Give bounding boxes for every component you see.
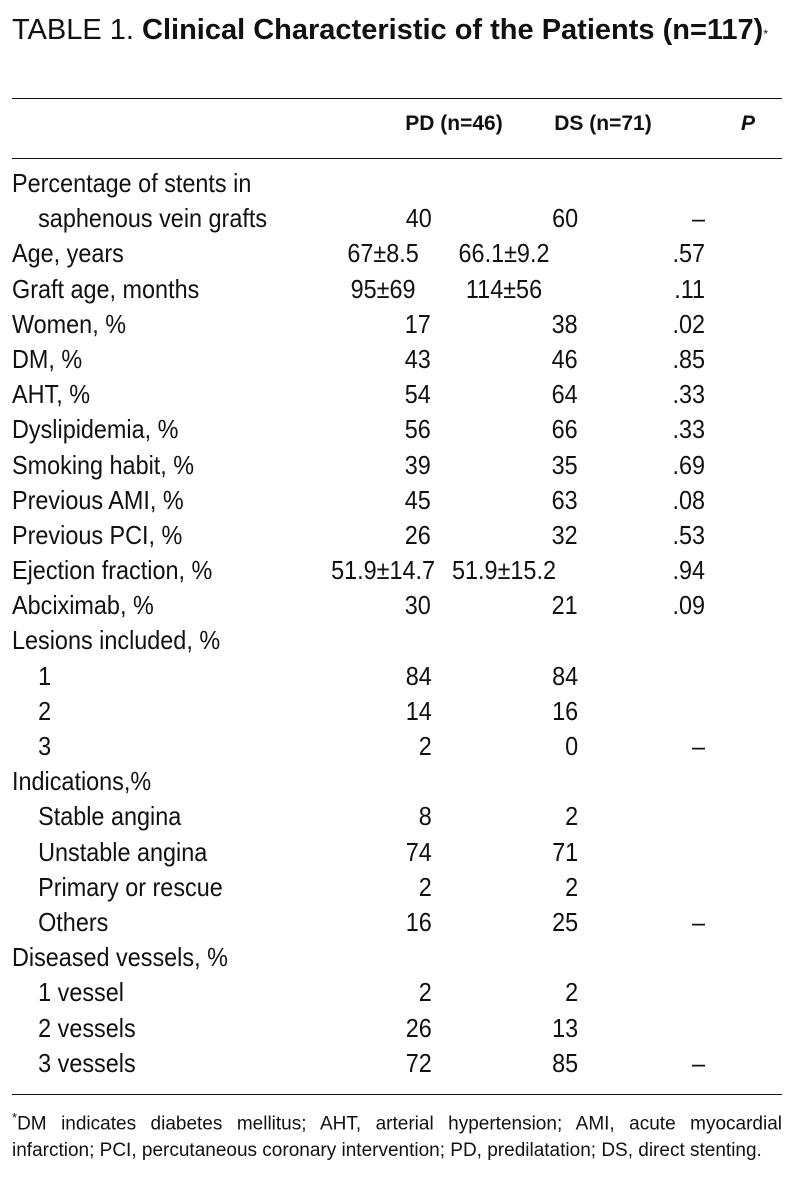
cell-p: – — [691, 731, 705, 761]
cell-ds: 63 — [551, 484, 578, 515]
cell-pd — [330, 166, 430, 201]
cell-p — [578, 835, 705, 870]
cell-p: .09 — [672, 590, 705, 621]
cell-p: .08 — [672, 484, 705, 515]
row-label: Dyslipidemia, % — [12, 414, 179, 445]
cell-p — [578, 166, 705, 201]
cell-pd: 17 — [404, 308, 431, 339]
row-label: Others — [38, 906, 109, 937]
cell-p: .94 — [672, 555, 705, 586]
cell-pd: 39 — [404, 449, 431, 480]
row-label: Previous AMI, % — [12, 484, 184, 515]
cell-p — [578, 1011, 705, 1046]
table-row — [12, 799, 705, 834]
cell-ds: 32 — [551, 519, 578, 550]
cell-ds: 25 — [552, 906, 579, 937]
cell-p — [578, 764, 705, 799]
cell-pd: 72 — [405, 1047, 432, 1078]
cell-ds: 38 — [551, 308, 578, 339]
table-row — [12, 307, 705, 342]
footnote-text: DM indicates diabetes mellitus; AHT, arterial hypertension; AMI, acute myocardial infarction; PCI, percutaneous coronary intervention; PD, predilatation; DS, direct stenting. — [12, 1113, 782, 1162]
table-row — [12, 940, 705, 975]
table-row — [12, 553, 705, 588]
cell-pd: 30 — [404, 590, 431, 621]
cell-pd: 84 — [405, 660, 432, 691]
footnote-marker: * — [763, 27, 768, 41]
cell-ds — [431, 166, 578, 201]
cell-p — [578, 623, 705, 658]
cell-p — [578, 975, 705, 1010]
cell-pd: 8 — [418, 801, 432, 832]
row-label: saphenous vein grafts — [38, 203, 268, 234]
cell-pd: 45 — [404, 484, 431, 515]
cell-p: .69 — [672, 449, 705, 480]
cell-p — [578, 870, 705, 905]
table-row — [12, 835, 705, 870]
cell-p: .85 — [672, 343, 705, 374]
cell-p: .53 — [672, 519, 705, 550]
cell-pd — [330, 764, 430, 799]
cell-ds: 21 — [551, 590, 578, 621]
table-row — [12, 518, 705, 553]
table-row — [12, 483, 705, 518]
cell-pd: 43 — [404, 343, 431, 374]
table-row — [12, 588, 705, 623]
cell-pd: 14 — [405, 695, 432, 726]
cell-ds: 114±56 — [465, 273, 543, 304]
cell-pd: 26 — [405, 1012, 432, 1043]
table-row — [12, 694, 705, 729]
row-label: Ejection fraction, % — [12, 555, 213, 586]
cell-p: .33 — [672, 379, 705, 410]
row-label: Graft age, months — [12, 273, 200, 304]
table-title: Clinical Characteristic of the Patients (n=117) — [142, 14, 764, 46]
row-label: 3 vessels — [38, 1047, 136, 1078]
table-row — [12, 905, 705, 940]
cell-pd: 40 — [405, 203, 432, 234]
table-row — [12, 764, 705, 799]
cell-ds: 35 — [551, 449, 578, 480]
row-label: DM, % — [12, 343, 83, 374]
cell-ds: 16 — [552, 695, 579, 726]
cell-ds: 71 — [552, 836, 579, 867]
cell-ds: 2 — [565, 801, 579, 832]
cell-p — [578, 940, 705, 975]
cell-ds: 0 — [565, 731, 579, 761]
table-row — [12, 975, 705, 1010]
row-label: Lesions included, % — [12, 625, 221, 656]
cell-pd: 2 — [418, 731, 432, 761]
table-footnote — [12, 1104, 782, 1164]
row-label: Previous PCI, % — [12, 519, 183, 550]
table-row — [12, 166, 705, 201]
row-label: 1 — [38, 660, 52, 691]
cell-ds: 66 — [551, 414, 578, 445]
cell-ds: 51.9±15.2 — [452, 555, 556, 586]
cell-pd: 95±69 — [350, 273, 416, 304]
column-header-p: P — [740, 112, 755, 135]
cell-p: – — [691, 1047, 705, 1078]
cell-ds: 2 — [565, 871, 579, 902]
cell-pd — [330, 940, 430, 975]
cell-p: .57 — [672, 238, 705, 269]
table-body — [12, 166, 705, 1081]
cell-ds: 60 — [552, 203, 579, 234]
row-label: 3 — [38, 731, 52, 761]
bottom-rule — [12, 1094, 782, 1095]
row-label: Diseased vessels, % — [12, 942, 228, 973]
cell-pd: 51.9±14.7 — [331, 555, 436, 586]
cell-p: – — [691, 203, 705, 234]
footnote-marker: * — [12, 1110, 18, 1125]
cell-p: .02 — [672, 308, 705, 339]
row-label: 2 vessels — [38, 1012, 136, 1043]
table-number: TABLE 1. — [12, 14, 143, 46]
table-row — [12, 236, 705, 271]
row-label: AHT, % — [12, 379, 91, 410]
cell-pd: 16 — [405, 906, 432, 937]
table-row — [12, 1011, 705, 1046]
cell-pd: 67±8.5 — [347, 238, 419, 269]
cell-p: .11 — [674, 273, 705, 304]
cell-ds: 2 — [565, 977, 579, 1008]
cell-ds: 64 — [551, 379, 578, 410]
row-label: Women, % — [12, 308, 127, 339]
cell-p — [578, 694, 705, 729]
cell-ds: 66.1±9.2 — [458, 238, 550, 269]
row-label: Smoking habit, % — [12, 449, 195, 480]
cell-p: .33 — [672, 414, 705, 445]
cell-pd: 2 — [418, 871, 432, 902]
table-row — [12, 377, 705, 412]
table-row — [12, 272, 705, 307]
cell-ds — [431, 940, 578, 975]
table-row — [12, 412, 705, 447]
cell-ds: 84 — [552, 660, 579, 691]
cell-ds: 46 — [551, 343, 578, 374]
cell-p — [578, 799, 705, 834]
row-label: 1 vessel — [38, 977, 124, 1008]
top-rule — [12, 98, 782, 99]
cell-pd — [330, 623, 430, 658]
row-label: Age, years — [12, 238, 124, 269]
row-label: Percentage of stents in — [12, 168, 252, 198]
row-label: Abciximab, % — [12, 590, 154, 621]
row-label: Unstable angina — [38, 836, 208, 867]
column-header-ds: DS (n=71) — [554, 112, 652, 135]
cell-ds — [431, 623, 578, 658]
row-label: 2 — [38, 695, 52, 726]
row-label: Stable angina — [38, 801, 182, 832]
cell-p — [578, 659, 705, 694]
cell-pd: 74 — [405, 836, 432, 867]
table-row — [12, 1046, 705, 1081]
row-label: Indications,% — [12, 766, 152, 797]
table-row — [12, 201, 705, 236]
table-row — [12, 729, 705, 764]
table-row — [12, 448, 705, 483]
header-rule — [12, 158, 782, 159]
column-header-pd: PD (n=46) — [405, 112, 503, 135]
table-row — [12, 623, 705, 658]
cell-pd: 2 — [418, 977, 432, 1008]
table-row — [12, 870, 705, 905]
cell-pd: 56 — [404, 414, 431, 445]
table-row — [12, 342, 705, 377]
cell-p: – — [691, 906, 705, 937]
cell-ds: 13 — [552, 1012, 579, 1043]
table-row — [12, 659, 705, 694]
cell-pd: 26 — [404, 519, 431, 550]
cell-pd: 54 — [404, 379, 431, 410]
table-caption — [12, 10, 782, 50]
row-label: Primary or rescue — [38, 871, 223, 902]
cell-ds — [431, 764, 578, 799]
cell-ds: 85 — [552, 1047, 579, 1078]
